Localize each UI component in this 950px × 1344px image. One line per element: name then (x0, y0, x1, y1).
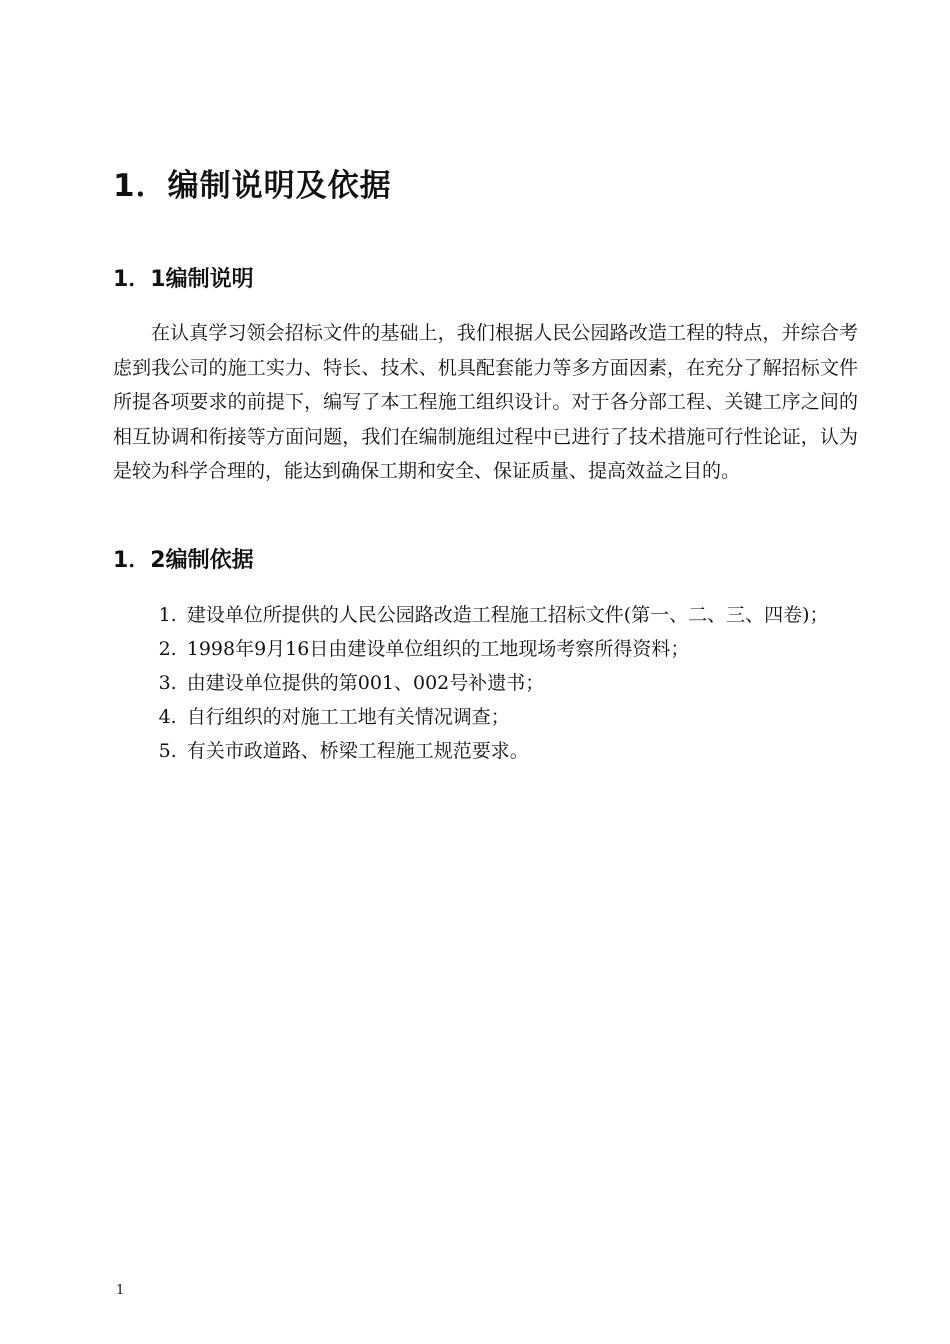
basis-list (113, 598, 858, 768)
chapter-heading: 1．编制说明及依据 (113, 168, 392, 204)
section-1-1-title: 1．1编制说明 (113, 267, 254, 292)
list-item-text: 由建设单位提供的第001、002号补遗书； (186, 672, 545, 694)
list-item-number: 3. (158, 672, 177, 694)
list-item (113, 700, 858, 734)
list-item (113, 598, 858, 632)
list-item-text: 1998年9月16日由建设单位组织的工地现场考察所得资料； (186, 638, 690, 660)
list-item-number: 5. (158, 740, 177, 762)
list-item (113, 666, 858, 700)
list-item-text: 有关市政道路、桥梁工程施工规范要求。 (186, 740, 529, 762)
list-item-text: 建设单位所提供的人民公园路改造工程施工招标文件(第一、二、三、四卷)； (186, 604, 829, 626)
page-number: 1 (116, 1283, 125, 1298)
list-item-number: 4. (158, 706, 177, 728)
list-item-text: 自行组织的对施工工地有关情况调查； (186, 706, 510, 728)
list-item (113, 734, 858, 768)
list-item (113, 632, 858, 666)
list-item-number: 1. (158, 604, 177, 626)
list-item-number: 2. (158, 638, 177, 660)
section-1-1-paragraph: 在认真学习领会招标文件的基础上，我们根据人民公园路改造工程的特点，并综合考虑到我公司的施工实力、特长、技术、机具配套能力等多方面因素，在充分了解招标文件所提各项要求的前提下，编写了本工程施工组织设计。对于各分部工程、关键工序之间的相互协调和衔接等方面问题，我们在编制施组过程中已进行了技术措施可行性论证，认为是较为科学合理的，能达到确保工期和安全、保证质量、提高效益之目的。 (113, 322, 858, 482)
section-1-2-title: 1．2编制依据 (113, 548, 254, 573)
